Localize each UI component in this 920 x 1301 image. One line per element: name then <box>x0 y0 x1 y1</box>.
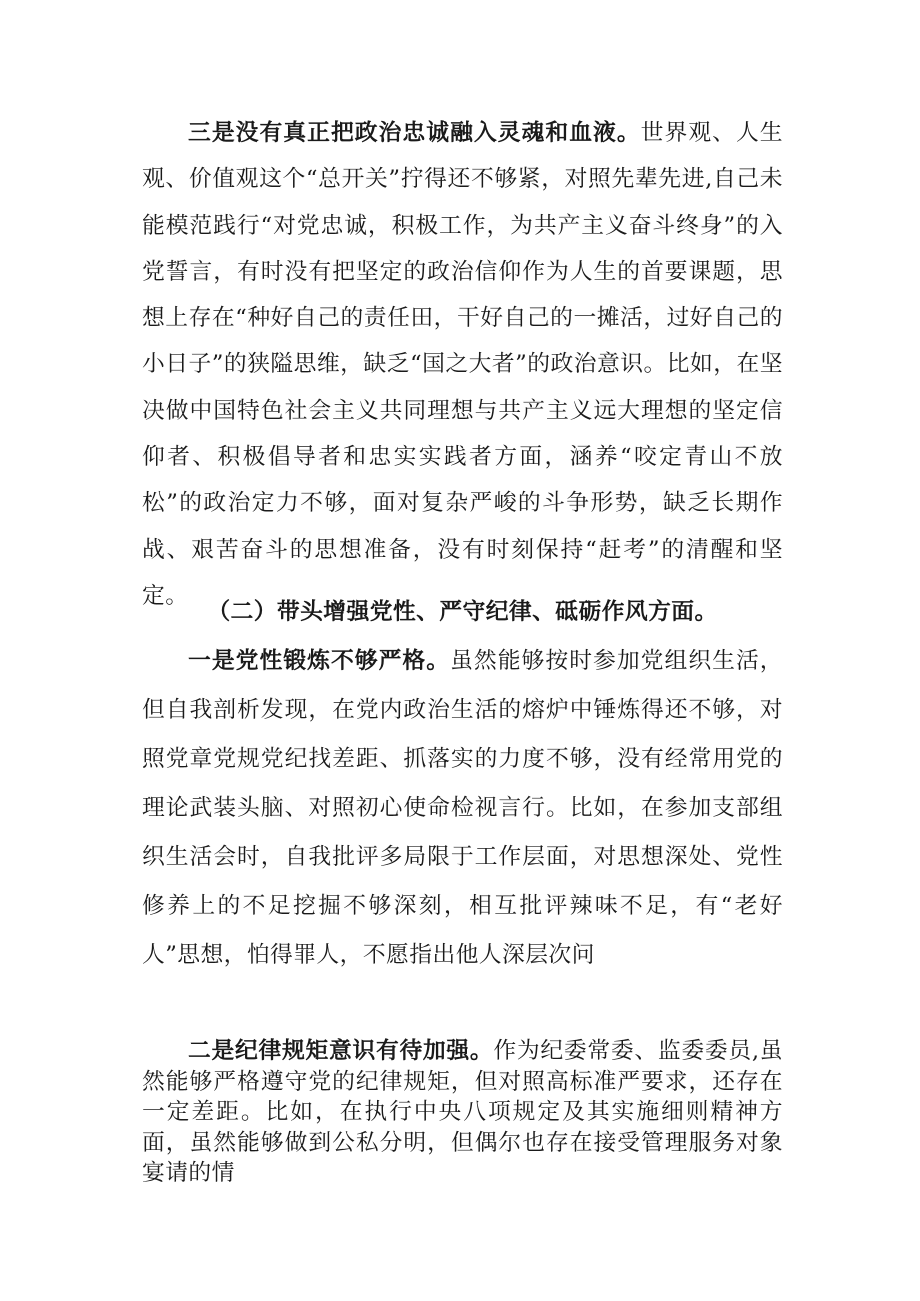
section-heading: （二）带头增强党性、严守纪律、砥砺作风方面。 <box>207 599 718 625</box>
paragraph-heading: 一是党性锻炼不够严格。 <box>188 648 451 674</box>
paragraph-discipline <box>142 1036 783 1189</box>
paragraph-body: 虽然能够按时参加党组织生活，但自我剖析发现，在党内政治生活的熔炉中锤炼得还不够，对照党章党规党纪找差距、抓落实的力度不够，没有经常用党的理论武装头脑、对照初心使命检视言行。比如，在参加支部组织生活会时，自我批评多局限于工作层面，对思想深处、党性修养上的不足挖掘不够深刻，相互批评辣味不足，有“老好人”思想，怕得罪人，不愿指出他人深层次问 <box>142 648 783 968</box>
paragraph-political-loyalty <box>142 110 783 619</box>
paragraph-party-spirit <box>142 637 783 980</box>
paragraph-body: 世界观、人生观、价值观这个“总开关”拧得还不够紧，对照先辈先进,自己未能模范践行“对党忠诚，积极工作，为共产主义奋斗终身”的入党誓言，有时没有把坚定的政治信仰作为人生的首要课题，思想上存在“种好自己的责任田，干好自己的一摊活，过好自己的小日子”的狭隘思维，缺乏“国之大者”的政治意识。比如，在坚决做中国特色社会主义共同理想与共产主义远大理想的坚定信仰者、积极倡导者和忠实实践者方面，涵养“咬定青山不放松”的政治定力不够，面对复杂严峻的斗争形势，缺乏长期作战、艰苦奋斗的思想准备，没有时刻保持“赶考”的清醒和坚定。 <box>142 120 783 609</box>
paragraph-heading: 二是纪律规矩意识有待加强。 <box>188 1038 494 1064</box>
paragraph-body: 作为纪委常委、监委委员,虽然能够严格遵守党的纪律规矩，但对照高标准严要求，还存在一定差距。比如，在执行中央八项规定及其实施细则精神方面，虽然能够做到公私分明，但偶尔也存在接受管理服务对象宴请的情 <box>142 1038 783 1186</box>
paragraph-heading: 三是没有真正把政治忠诚融入灵魂和血液。 <box>188 120 641 146</box>
